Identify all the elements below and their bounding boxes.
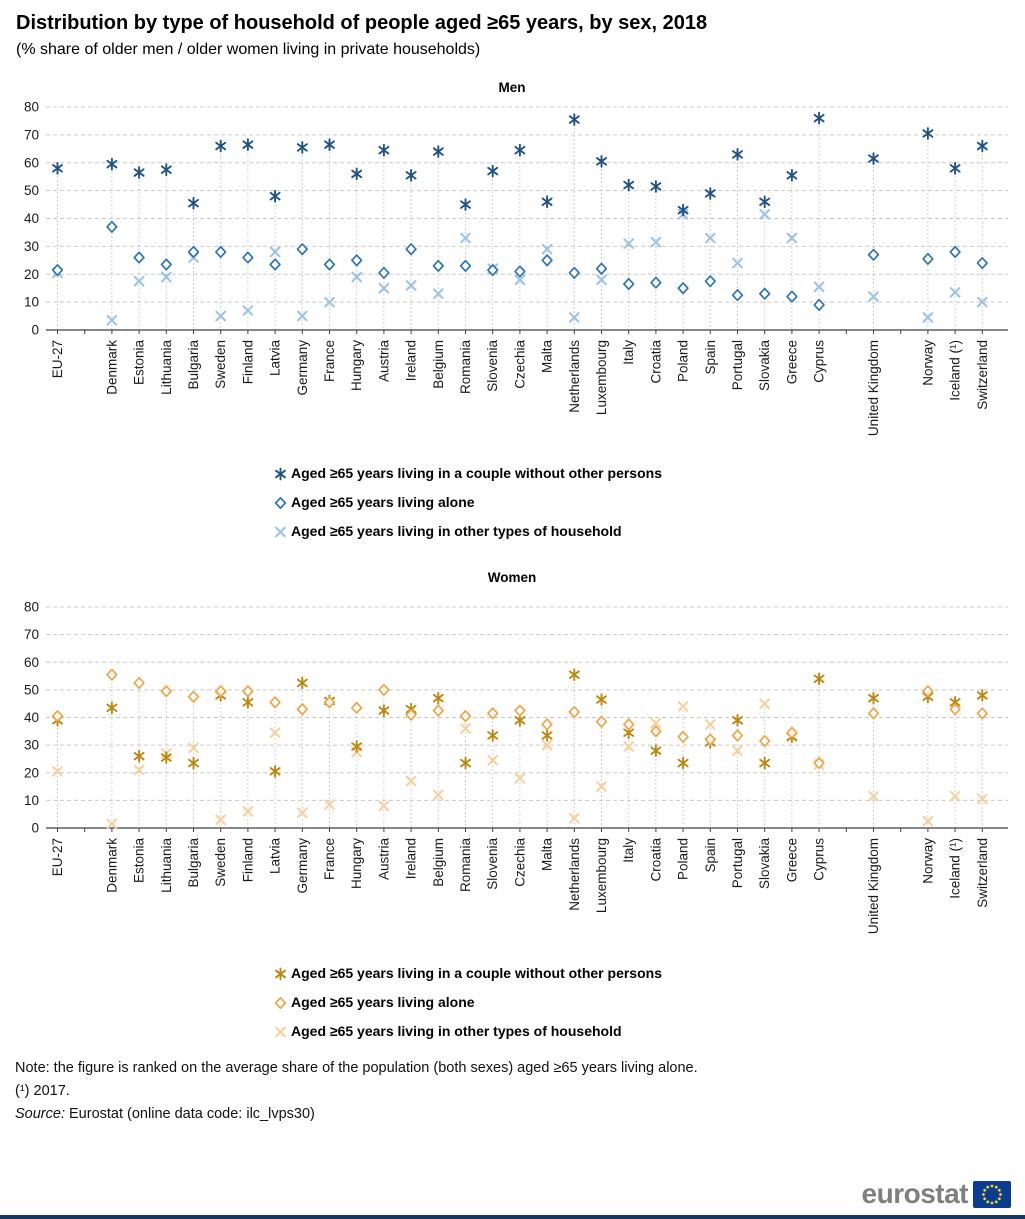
asterisk-marker [325,139,334,150]
diamond-marker [276,997,286,1007]
legend-label: Aged ≥65 years living in other types of household [291,523,622,539]
x-category-label: Croatia [648,838,664,882]
asterisk-marker [379,145,388,156]
asterisk-marker [679,758,688,769]
x-category-label: Estonia [131,340,147,386]
flag-star [998,1197,1001,1200]
diamond-marker [597,716,607,726]
flag-star [983,1197,986,1200]
diamond-marker [542,255,552,265]
asterisk-marker [216,141,225,152]
y-tick-label: 10 [23,792,39,808]
x-category-label: Norway [920,838,936,884]
diamond-marker [53,265,63,275]
diamond-marker [134,252,144,262]
y-tick-label: 50 [23,682,39,698]
y-tick-label: 30 [23,737,39,753]
x-category-label: Portugal [730,340,745,391]
asterisk-marker [787,170,796,181]
asterisk-marker [651,745,660,756]
x-marker [788,234,797,243]
y-tick-label: 60 [23,654,39,670]
x-category-label: Romania [458,340,473,395]
diamond-marker [542,719,552,729]
diamond-marker [434,261,444,271]
chart-title: Men [498,80,526,95]
women-legend [272,963,662,1050]
figure-header [16,12,1006,59]
figure-title: Distribution by type of household of people aged ≥65 years, by sex, 2018 [16,12,708,34]
x-category-label: Norway [920,340,936,386]
flag-star [986,1200,989,1203]
legend-item-couple [272,463,662,483]
asterisk-marker [271,766,280,777]
diamond-marker [53,711,63,721]
y-tick-label: 40 [23,710,39,725]
x-category-label: Ireland [403,340,419,382]
asterisk-marker [243,139,252,150]
diamond-marker [107,222,117,232]
asterisk-marker [379,705,388,716]
diamond-marker [814,300,824,310]
x-category-label: Romania [458,838,473,893]
y-tick-label: 40 [23,211,39,226]
x-marker [733,259,742,268]
asterisk-marker [815,113,824,124]
y-tick-label: 30 [23,238,39,254]
women-chart [0,566,1025,960]
diamond-marker [978,258,988,268]
x-category-label: Hungary [349,340,365,392]
x-category-label: United Kingdom [866,838,881,935]
y-tick-label: 50 [23,183,39,199]
x-category-label: Slovenia [485,340,501,392]
x-category-label: Finland [240,838,256,883]
flag-star [999,1193,1002,1196]
diamond-marker [107,669,117,679]
x-category-label: Poland [675,838,691,881]
asterisk-marker [597,156,606,167]
x-category-label: Spain [702,838,718,873]
diamond-marker [706,734,716,744]
x-category-label: France [322,838,337,881]
x-category-label: Austria [376,838,392,881]
x-marker [760,699,769,708]
diamond-marker [733,290,743,300]
asterisk-marker [543,730,552,741]
diamond-marker [379,268,389,278]
diamond-marker [270,259,280,269]
diamond-marker [923,254,933,264]
x-legend-icon [272,523,289,540]
flag-star [995,1200,998,1203]
x-marker [815,282,824,291]
diamond-open-legend-icon [272,994,289,1011]
x-marker [135,277,144,286]
x-category-label: Poland [675,340,691,383]
diamond-marker [760,736,770,746]
y-tick-label: 70 [23,127,39,143]
asterisk-marker [733,715,742,726]
x-category-label: Spain [702,340,718,375]
x-category-label: Finland [240,340,256,385]
legend-label: Aged ≥65 years living alone [291,994,475,1010]
asterisk-marker [869,153,878,164]
asterisk-marker [570,114,579,125]
x-marker [760,210,769,219]
x-category-label: Austria [376,340,392,383]
diamond-marker [298,704,308,714]
diamond-marker [624,719,634,729]
asterisk-marker [107,159,116,170]
legend-label: Aged ≥65 years living in a couple without other persons [291,465,662,481]
x-category-label: Belgium [430,340,446,389]
diamond-marker [787,727,797,737]
x-category-label: Germany [294,340,310,396]
asterisk-marker [597,694,606,705]
diamond-open-legend-icon [272,494,289,511]
asterisk-marker [461,199,470,210]
eu-flag-icon [973,1181,1011,1208]
x-category-label: Sweden [213,838,229,887]
x-category-label: France [322,340,337,383]
y-tick-label: 80 [23,99,39,115]
flag-star [983,1188,986,1191]
x-category-label: Iceland (¹) [947,838,963,899]
x-category-label: Netherlands [566,340,582,413]
diamond-marker [488,708,498,718]
flag-star [998,1188,1001,1191]
diamond-marker [270,697,280,707]
asterisk-marker [107,702,116,713]
x-category-label: Switzerland [974,340,990,410]
legend-label: Aged ≥65 years living in other types of household [291,1023,622,1039]
x-category-label: Lithuania [158,838,174,893]
asterisk-marker [162,164,171,175]
x-category-label: Greece [784,838,800,883]
y-tick-label: 20 [23,266,39,282]
asterisk-marker [434,693,443,704]
diamond-marker [189,692,199,702]
legend-item-other [272,521,662,541]
diamond-marker [760,289,770,299]
asterisk-marker [461,758,470,769]
diamond-marker [733,730,743,740]
x-category-label: Italy [621,838,637,863]
asterisk-marker [923,128,932,139]
diamond-marker [406,244,416,254]
legend-item-couple [272,963,662,983]
asterisk-marker [733,149,742,160]
x-category-label: Czechia [512,340,528,389]
diamond-marker [869,250,879,260]
diamond-marker [624,279,634,289]
asterisk-marker [760,758,769,769]
x-category-label: Luxembourg [594,838,609,914]
x-legend-icon [272,1023,289,1040]
x-category-label: Greece [784,340,800,385]
diamond-marker [787,291,797,301]
source-label: Source: [15,1106,65,1122]
asterisk-marker [243,697,252,708]
diamond-marker [651,277,661,287]
flag-star [982,1193,985,1196]
asterisk-marker [434,146,443,157]
x-marker [276,527,285,536]
footnote-year: (¹) 2017. [15,1083,70,1099]
y-tick-label: 80 [23,599,39,615]
x-category-label: United Kingdom [866,340,881,437]
asterisk-marker [978,690,987,701]
x-category-label: EU-27 [50,340,65,379]
diamond-marker [515,705,525,715]
asterisk-marker [488,166,497,177]
asterisk-marker [53,163,62,174]
x-category-label: Malta [539,340,555,374]
x-marker [488,756,497,765]
flag-star [986,1185,989,1188]
diamond-marker [298,244,308,254]
asterisk-legend-icon [272,465,289,482]
y-tick-label: 0 [31,820,39,836]
x-category-label: Netherlands [566,838,582,911]
x-marker [679,702,688,711]
legend-item-other [272,1021,662,1041]
figure-subtitle: (% share of older men / older women living in private households) [16,41,481,58]
diamond-marker [570,268,580,278]
diamond-marker [243,252,253,262]
footnote-source [15,1103,698,1126]
asterisk-marker [189,758,198,769]
x-category-label: Denmark [104,838,120,893]
diamond-marker [216,247,226,257]
x-category-label: Croatia [648,340,664,384]
x-category-label: Latvia [267,340,283,377]
x-category-label: Germany [294,838,310,894]
diamond-marker [570,707,580,717]
x-category-label: Cyprus [811,838,827,881]
flag-star [991,1184,994,1187]
x-category-label: Belgium [430,838,446,887]
asterisk-marker [570,669,579,680]
diamond-marker [243,686,253,696]
asterisk-marker [706,188,715,199]
asterisk-marker [189,198,198,209]
asterisk-marker [951,163,960,174]
diamond-marker [461,711,471,721]
asterisk-marker [869,693,878,704]
y-tick-label: 60 [23,155,39,171]
source-text: Eurostat (online data code: ilc_lvps30) [64,1106,315,1122]
eurostat-logo [862,1178,1011,1210]
asterisk-marker [135,751,144,762]
eurostat-logo-text: eurostat [861,1178,968,1209]
asterisk-marker [276,468,285,479]
diamond-marker [216,686,226,696]
x-marker [276,1027,285,1036]
diamond-marker [434,705,444,715]
asterisk-marker [271,191,280,202]
footnotes [15,1057,698,1126]
asterisk-marker [978,141,987,152]
y-tick-label: 10 [23,294,39,310]
flag-star [995,1185,998,1188]
legend-label: Aged ≥65 years living alone [291,494,475,510]
y-tick-label: 70 [23,627,39,643]
footnote-note: Note: the figure is ranked on the average share of the population (both sexes) aged ≥65 years living alone. [15,1060,698,1076]
legend-item-alone [272,992,662,1012]
asterisk-marker [624,180,633,191]
x-category-label: Italy [621,340,637,365]
x-marker [434,791,443,800]
x-category-label: Denmark [104,340,120,395]
asterisk-marker [760,196,769,207]
chart-title: Women [487,570,537,585]
x-marker [706,720,715,729]
asterisk-marker [543,196,552,207]
asterisk-marker [352,169,361,180]
asterisk-marker [515,145,524,156]
y-tick-label: 20 [23,765,39,781]
diamond-marker [461,261,471,271]
x-category-label: Hungary [349,838,365,890]
x-marker [298,312,307,321]
x-category-label: Lithuania [158,340,174,395]
asterisk-marker [298,678,307,689]
asterisk-marker [135,167,144,178]
x-category-label: Cyprus [811,340,827,383]
diamond-marker [597,263,607,273]
x-category-label: Ireland [403,838,419,880]
x-category-label: Slovakia [757,340,773,392]
x-category-label: Switzerland [974,838,990,908]
asterisk-marker [276,968,285,979]
diamond-marker [706,276,716,286]
x-marker [706,234,715,243]
diamond-marker [678,283,688,293]
diamond-marker [276,497,286,507]
diamond-marker [379,685,389,695]
legend-item-alone [272,492,662,512]
diamond-marker [869,708,879,718]
diamond-marker [352,703,362,713]
legend-label: Aged ≥65 years living in a couple without other persons [291,965,662,981]
x-category-label: Estonia [131,838,147,884]
x-category-label: Slovenia [485,838,501,890]
x-category-label: Sweden [213,340,229,389]
diamond-marker [162,259,172,269]
diamond-marker [162,686,172,696]
asterisk-marker [488,730,497,741]
diamond-marker [325,259,335,269]
x-category-label: Slovakia [757,838,773,890]
asterisk-marker [407,170,416,181]
men-chart [0,80,1025,462]
asterisk-marker [651,181,660,192]
asterisk-legend-icon [272,965,289,982]
x-category-label: Bulgaria [186,838,201,888]
diamond-marker [978,708,988,718]
x-category-label: Luxembourg [594,340,609,416]
diamond-marker [134,678,144,688]
x-category-label: Iceland (¹) [947,340,963,401]
diamond-marker [950,247,960,257]
x-category-label: EU-27 [50,838,65,877]
x-category-label: Bulgaria [186,340,201,390]
diamond-marker [678,732,688,742]
men-legend [272,463,662,550]
x-category-label: Malta [539,838,555,872]
asterisk-marker [298,142,307,153]
x-category-label: Czechia [512,838,528,887]
asterisk-marker [815,673,824,684]
x-category-label: Latvia [267,838,283,875]
diamond-marker [352,255,362,265]
y-tick-label: 0 [31,322,39,338]
flag-star [991,1201,994,1204]
bottom-accent-bar [0,1215,1025,1219]
x-category-label: Portugal [730,838,745,889]
